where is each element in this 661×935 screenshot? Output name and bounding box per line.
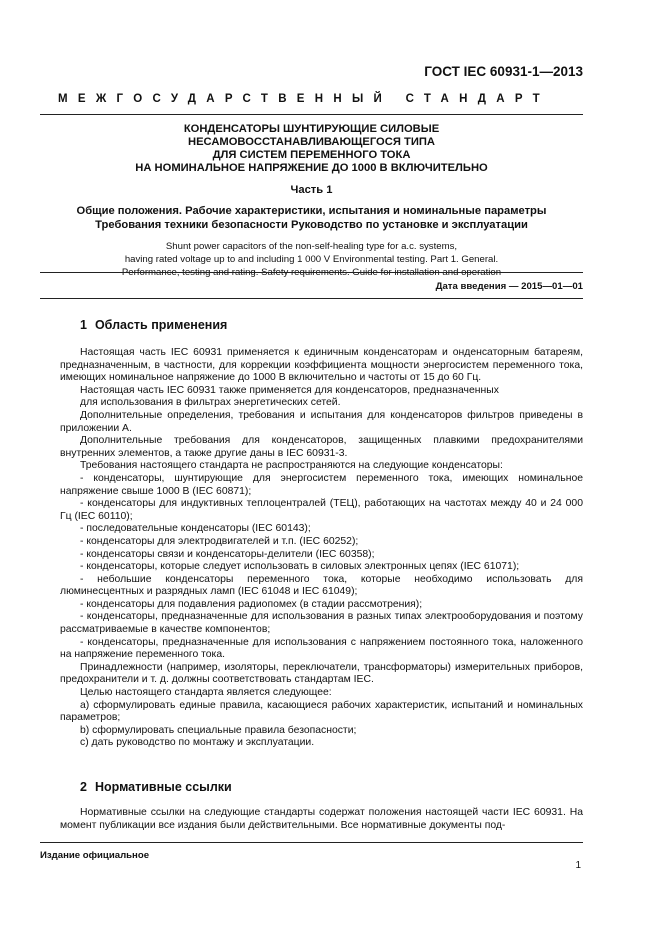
paragraph: Дополнительные определения, требования и испытания для конденсаторов фильтров приведены в приложении А.	[60, 409, 583, 434]
section-1-heading	[80, 318, 227, 332]
edition-label: Издание официальное	[40, 850, 150, 861]
list-item: - конденсаторы для электродвигателей и т.п. (IEC 60252);	[80, 535, 359, 547]
top-divider	[40, 114, 583, 115]
subtitle-line: Требования техники безопасности Руководство по установке и эксплуатации	[95, 219, 528, 231]
list-item: - конденсаторы, которые следует использовать в силовых электронных цепях (IEC 61071);	[80, 561, 520, 573]
title-line: НЕСАМОВОССТАНАВЛИВАЮЩЕГОСЯ ТИПА	[187, 136, 435, 148]
section-title: Нормативные ссылки	[94, 780, 232, 794]
list-item: b) сформулировать специальные правила безопасности;	[80, 724, 357, 736]
page-number: 1	[575, 860, 581, 871]
interstate-standard-label: МЕЖГОСУДАРСТВЕННЫЙ СТАНДАРТ	[58, 93, 550, 105]
paragraph: Нормативные ссылки на следующие стандарты содержат положения настоящей части IEC 60931. На момент публикации все издания были действительными. Все нормативные документы под-	[60, 807, 583, 831]
subtitle-line: Общие положения. Рабочие характеристики, испытания и номинальные параметры	[76, 205, 547, 217]
paragraph: для использования в фильтрах энергетических сетей.	[80, 397, 341, 409]
footer-divider	[40, 842, 583, 843]
title-block	[40, 123, 583, 279]
title-divider	[40, 272, 583, 273]
paragraph: Настоящая часть IEC 60931 применяется к единичным конденсаторам и онденсаторным батареям, предназначенным, в частности, для коррекции коэффициента мощности энергосистем переменного тока, имеющих номинальное напряжение до 1000 В включительно и частоты от 15 до 60 Гц.	[60, 347, 583, 384]
section-1-body	[60, 347, 583, 750]
list-item: - конденсаторы, предназначенные для использования с напряжением постоянного тока, наложенного на напряжение переменного тока.	[60, 636, 583, 661]
list-item: - конденсаторы, предназначенные для использования в разных типах электрооборудования и поэтому рассматриваемые в качестве компонентов;	[60, 611, 583, 636]
list-item: - конденсаторы связи и конденсаторы-делители (IEC 60358);	[80, 548, 375, 560]
paragraph: Настоящая часть IEC 60931 также применяется для конденсаторов, предназначенных	[80, 384, 499, 396]
section-number: 1	[80, 318, 87, 332]
english-title-line: having rated voltage up to and including 1 000 V Environmental testing. Part 1. General.	[124, 254, 499, 265]
paragraph: Дополнительные требования для конденсаторов, защищенных плавкими предохранителями внутренних элементов, а также другие даны в IEC 60931-3.	[60, 435, 583, 459]
paragraph: Целью настоящего стандарта является следующее:	[80, 687, 332, 699]
english-title-line: Shunt power capacitors of the non-self-healing type for a.c. systems,	[165, 241, 458, 252]
title-line: ДЛЯ СИСТЕМ ПЕРЕМЕННОГО ТОКА	[212, 149, 411, 161]
list-item: - небольшие конденсаторы переменного тока, которые необходимо использовать для люминесцентных и разрядных ламп (IEC 61048 и IEC 61049);	[60, 573, 583, 598]
list-item: а) сформулировать единые правила, касающиеся рабочих характеристик, испытаний и номинальных параметров;	[60, 699, 583, 724]
subtitle	[40, 204, 583, 232]
list-item: - конденсаторы для индуктивных теплоцентралей (ТЕЦ), работающих на частотах между 40 и 24 000 Гц (IEC 60110);	[60, 498, 583, 522]
list-item: - конденсаторы, шунтирующие для энергосистем переменного тока, имеющих номинальное напряжение свыше 1000 В (IEC 60871);	[60, 472, 583, 497]
section-title: Область применения	[94, 318, 228, 332]
list-item: с) дать руководство по монтажу и эксплуатации.	[80, 737, 315, 749]
title-line: КОНДЕНСАТОРЫ ШУНТИРУЮЩИЕ СИЛОВЫЕ	[183, 123, 440, 135]
title-line: НА НОМИНАЛЬНОЕ НАПРЯЖЕНИЕ ДО 1000 В ВКЛЮЧИТЕЛЬНО	[135, 162, 488, 174]
section-number: 2	[80, 780, 87, 794]
list-item: - конденсаторы для подавления радиопомех (в стадии рассмотрения);	[80, 598, 423, 610]
part-label: Часть 1	[290, 184, 333, 196]
paragraph: Требования настоящего стандарта не распространяются на следующие конденсаторы:	[80, 460, 503, 472]
standard-code: ГОСТ IEC 60931-1—2013	[424, 64, 583, 79]
paragraph: Принадлежности (например, изоляторы, переключатели, трансформаторы) измерительных приборов, предохранители и т. д. должны соответствовать стандартам IEC.	[60, 661, 583, 686]
introduction-date: Дата введения — 2015—01—01	[435, 281, 583, 292]
english-title	[40, 240, 583, 279]
section-2-body	[60, 807, 583, 832]
date-divider	[40, 298, 583, 299]
section-2-heading	[80, 780, 232, 794]
english-title-line: Performance, testing and rating. Safety requirements. Guide for installation and operation	[121, 267, 502, 278]
list-item: - последовательные конденсаторы (IEC 60143);	[80, 523, 311, 535]
